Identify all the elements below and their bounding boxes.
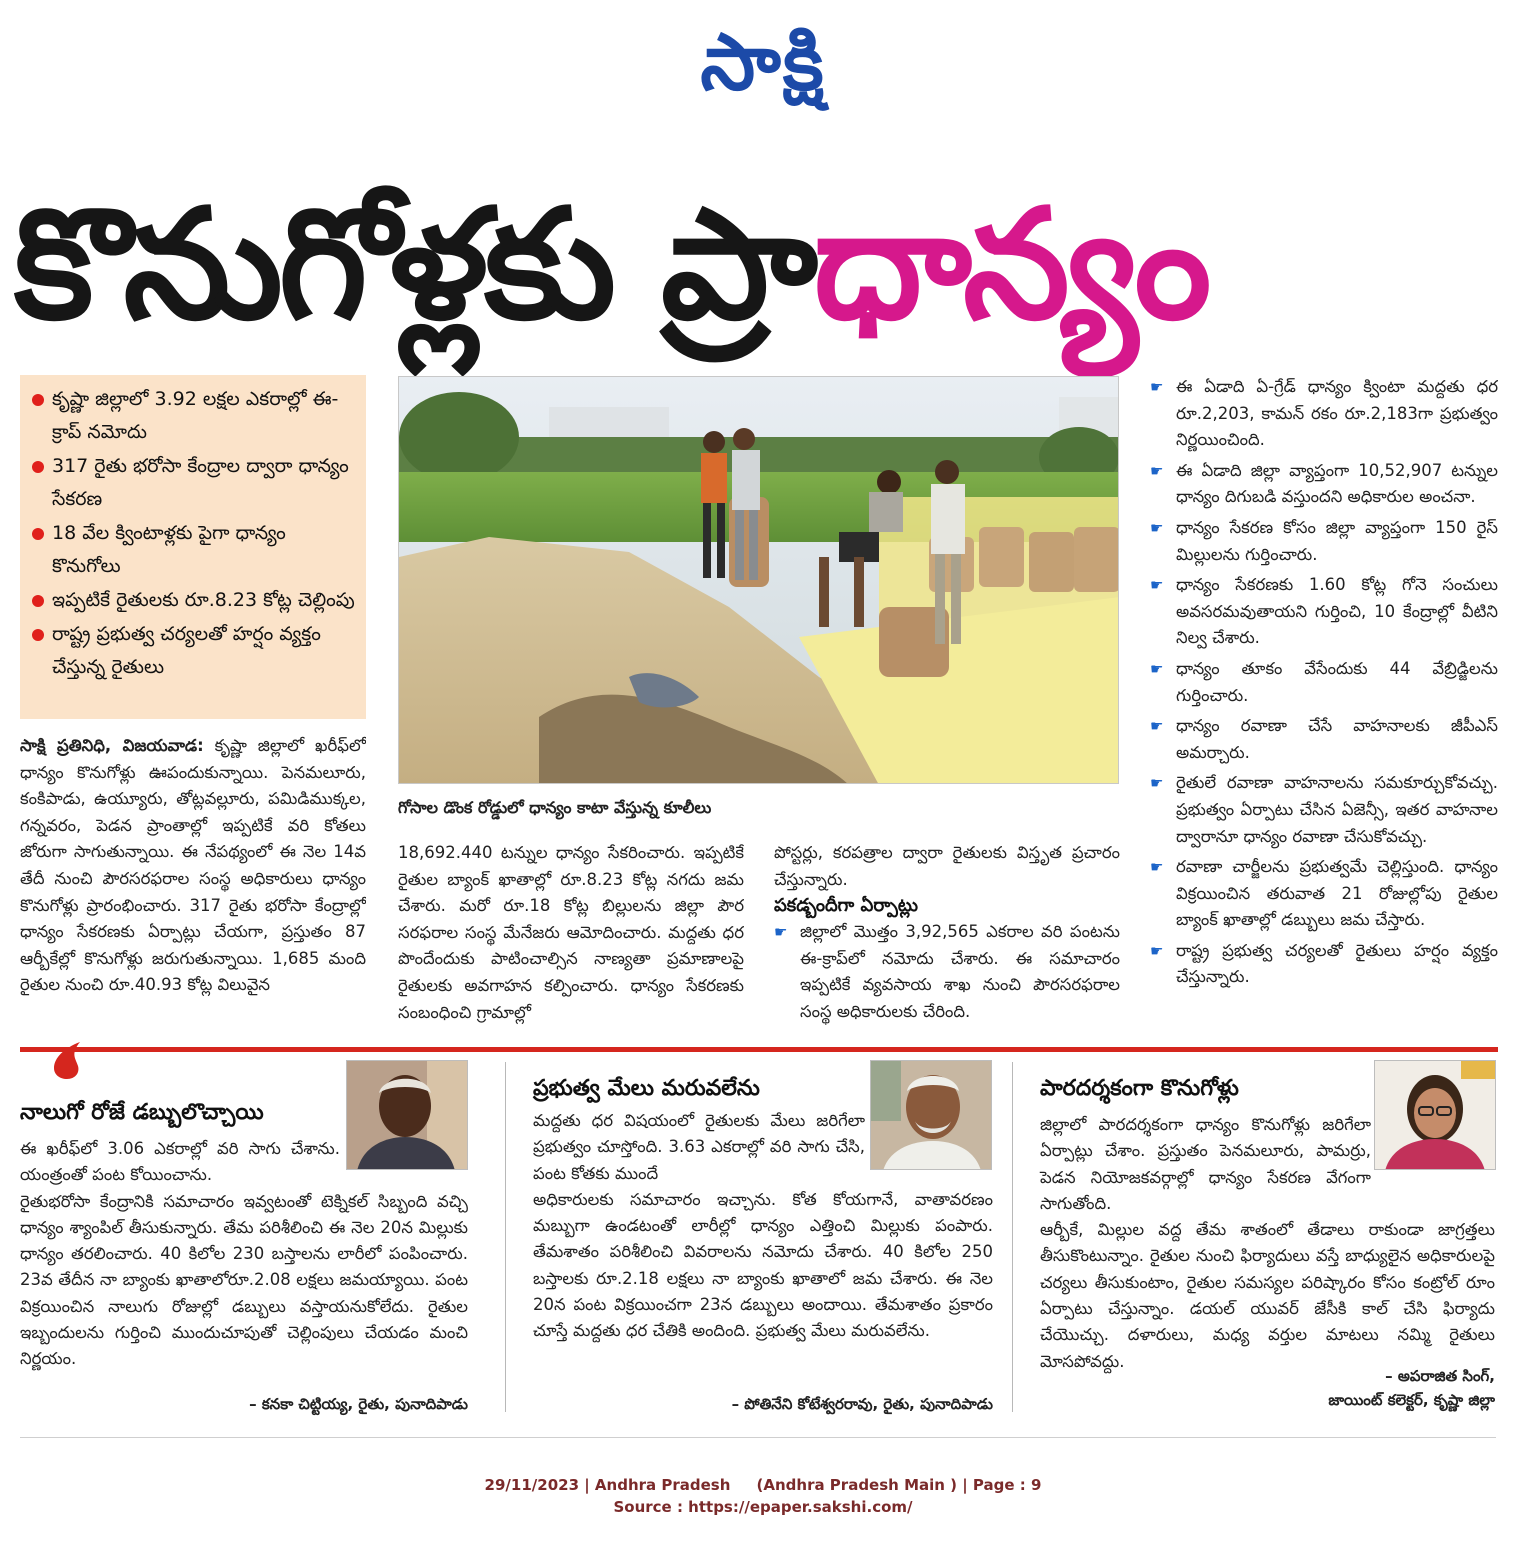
pointing-hand-icon: ☛ [1150,659,1164,678]
facts-column [1150,374,1498,1034]
quote-text-top: జిల్లాలో పారదర్శకంగా ధాన్యం కొనుగోళ్లు జరిగేలా ఏర్పాట్లు చేశాం. ప్రస్తుతం పెనమలూరు, పామర్రు, పెడన నియోజకవర్గాల్లో ధాన్యం సేకరణ వేగంగా సాగుతోంది. [1040,1115,1371,1213]
bullet-item [1150,713,1498,766]
quote-text-1 [20,1136,468,1373]
footer-date-line: 29/11/2023 | Andhra Pradesh (Andhra Pradesh Main ) | Page : 9 [484,1476,1042,1494]
highlight-item: ఇప్పటికే రైతులకు రూ.8.23 కోట్ల చెల్లింపు [30,584,356,617]
pointing-hand-icon: ☛ [1150,717,1164,736]
bullet-item [1150,938,1498,991]
quote-text-top: ఈ ఖరీఫ్‌లో 3.06 ఎకరాల్లో వరి సాగు చేశాను. యంత్రంతో పంట కోయించాను. [20,1139,340,1185]
bullet-text: ఈ ఏడాది ఏ-గ్రేడ్ ధాన్యం క్వింటా మద్దతు ధర రూ.2,203, కామన్ రకం రూ.2,183గా ప్రభుత్వం నిర్ణయించింది. [1176,377,1498,450]
masthead-logo: సాక్షి [700,18,826,108]
quote-signature-3 [1040,1364,1495,1412]
quote-signature-2: – పోతినేని కోటేశ్వరరావు, రైతు, పునాదిపాడు [731,1395,993,1413]
bullet-text: ధాన్యం తూకం వేసేందుకు 44 వేబ్రిడ్జిలను గుర్తించారు. [1176,658,1498,705]
photo-caption: గోసాల డొంక రోడ్డులో ధాన్యం కాటా వేస్తున్న కూలీలు [398,798,712,817]
paddy-workers-photo [399,377,1119,784]
headline-part1: కొనుగోళ్లకు ప్రా [14,176,814,353]
bullet-text: ధాన్యం సేకరణకు 1.60 కోట్ల గోనె సంచులు అవసరమవుతాయని గుర్తించి, 10 కేంద్రాల్లో వీటిని నిల్వ చేశారు. [1176,575,1498,648]
pointing-hand-icon: ☛ [1150,858,1164,877]
bullet-text: ధాన్యం రవాణా చేసే వాహనాలకు జీపీఎస్ అమర్చారు. [1176,716,1498,762]
pointing-hand-icon: ☛ [1150,378,1164,396]
highlight-item: రాష్ట్ర ప్రభుత్వ చర్యలతో హర్షం వ్యక్తం చేస్తున్న రైతులు [30,618,356,684]
quote-title-2: ప్రభుత్వ మేలు మరువలేను [533,1076,760,1101]
bullet-item [1150,458,1498,511]
pointing-hand-icon: ☛ [1150,576,1164,595]
quote-text-rest: అధికారులకు సమాచారం ఇచ్చాను. కోత కోయగానే, వాతావరణం మబ్బుగా ఉండటంతో లారీల్లో ధాన్యం ఎత్తించి మిల్లుకు పంపారు. తేమశాతం పరిశీలించి వివరాలను నమోదు చేశారు. 40 కిలోల 250 బస్తాలకు రూ.2.18 లక్షలు నా బ్యాంకు ఖాతాలో జమ చేశారు. ఈ నెల 20న పంట విక్రయించగా 23న డబ్బులు అందాయి. తేమశాతం ప్రకారం చూస్తే మద్దతు ధర చేతికి అందింది. ప్రభుత్వ మేలు మరువలేను. [533,1189,993,1341]
article-column-3 [774,840,1120,1040]
bullet-text: రవాణా చార్జీలను ప్రభుత్వమే చెల్లిస్తుంది. ధాన్యం విక్రయించిన తరువాత 21 రోజుల్లోపు రైతుల బ్యాంక్ ఖాతాల్లో డబ్బులు జమ చేస్తారు. [1176,857,1498,930]
quote-title-1: నాలుగో రోజే డబ్బులొచ్చాయి [20,1100,264,1125]
article-text: 18,692.440 టన్నుల ధాన్యం సేకరించారు. ఇప్పటికే రైతుల బ్యాంక్ ఖాతాల్లో రూ.8.23 కోట్ల నగదు జమ చేశారు. మరో రూ.18 కోట్ల బిల్లులను జిల్లా పౌర సరఫరాల సంస్థ మేనేజరు ఆమోదించారు. మద్దతు ధర పొందేందుకు పాటించాల్సిన నాణ్యతా ప్రమాణాలపై రైతులకు అవగాహన కల్పించారు. ధాన్యం సేకరణకు సంబంధించి గ్రామాల్లో [398,843,744,1022]
dateline: సాక్షి ప్రతినిధి, విజయవాడ: [20,736,204,755]
pointing-hand-icon: ☛ [1150,941,1164,960]
footer-source-link[interactable]: Source : https://epaper.sakshi.com/ [613,1498,913,1516]
highlight-item: 18 వేల క్వింటాళ్లకు పైగా ధాన్యం కొనుగోలు [30,517,356,583]
bullet-text: ఈ ఏడాది జిల్లా వ్యాప్తంగా 10,52,907 టన్నుల ధాన్యం దిగుబడి వస్తుందని అధికారుల అంచనా. [1176,460,1498,507]
column-divider [1012,1062,1013,1412]
quote-text-3 [1040,1112,1495,1375]
quote-text-rest: ఆర్బీకే, మిల్లుల వద్ద తేమ శాతంలో తేడాలు రాకుండా జాగ్రత్తలు తీసుకొంటున్నాం. రైతుల నుంచి ఫిర్యాదులు వస్తే బాధ్యులైన అధికారులపై చర్యలు తీసుకుంటాం, రైతుల సమస్యల పరిష్కారం కోసం కంట్రోల్ రూం ఏర్పాటు చేస్తున్నాం. డయల్ యువర్ జేసీకి కాల్ చేసి ఫిర్యాదు చేయొచ్చు. దళారులు, మధ్య వర్తుల మాటలు నమ్మి రైతులు మోసపోవద్దు. [1040,1220,1495,1371]
bullet-item [1150,515,1498,568]
section-divider [20,1047,1498,1052]
quote-signature-1: – కనకా చిట్టియ్య, రైతు, పునాదిపాడు [249,1395,468,1413]
highlight-item: కృష్ణా జిల్లాలో 3.92 లక్షల ఎకరాల్లో ఈ-క్రాప్ నమోదు [30,383,356,449]
headline-part2: ధాన్యం [813,176,1208,353]
bullet-item [1150,572,1498,652]
bullet-item [1150,656,1498,709]
quote-title-3: పారదర్శకంగా కొనుగోళ్లు [1040,1076,1239,1101]
quote-text-top: మద్దతు ధర విషయంలో రైతులకు మేలు జరిగేలా ప్రభుత్వం చూస్తోంది. 3.63 ఎకరాల్లో వరి సాగు చేసి, పంట కోతకు ముందే [533,1111,865,1183]
drop-icon [50,1040,84,1080]
pointing-hand-icon: ☛ [1150,461,1164,480]
quote-text-2 [533,1108,993,1345]
quote-text-rest: రైతుభరోసా కేంద్రానికి సమాచారం ఇవ్వటంతో టెక్నికల్ సిబ్బంది వచ్చి ధాన్యం శ్యాంపిల్ తీసుకున్నారు. తేమ పరిశీలించి ఈ నెల 20న మిల్లుకు ధాన్యం తరలించారు. 40 కిలోల 230 బస్తాలను లారీలో పంపించారు. 23వ తేదీన నా బ్యాంకు ఖాతాలోరూ.2.08 లక్షలు జమయ్యాయి. పంట విక్రయించిన నాలుగు రోజుల్లో డబ్బులు వస్తాయనుకోలేదు. రైతుల ఇబ్బందులను గుర్తించి ముందుచూపుతో చెల్లింపులు చేయడం మంచి నిర్ణయం. [20,1191,468,1369]
signature-name: – అపరాజిత సింగ్, [1385,1367,1495,1385]
article-text: పోస్టర్లు, కరపత్రాల ద్వారా రైతులకు విస్తృత ప్రచారం చేస్తున్నారు. [774,843,1120,889]
article-column-2 [398,840,744,1040]
bullet-item [1150,770,1498,850]
article-column-1 [20,733,366,1033]
article-subhead: పకడ్బందీగా ఏర్పాట్లు [774,895,918,917]
bottom-rule [20,1437,1496,1438]
column-divider [505,1062,506,1412]
pointing-hand-icon: ☛ [1150,774,1164,793]
bullet-text: రైతులే రవాణా వాహనాలను సమకూర్చుకోవచ్చు. ప్రభుత్వం ఏర్పాటు చేసిన ఏజెన్సీ, ఇతర వాహనాల ద్వారానూ ధాన్యం రవాణా చేసుకోవచ్చు. [1176,773,1498,846]
bullet-text: ధాన్యం సేకరణ కోసం జిల్లా వ్యాప్తంగా 150 రైస్ మిల్లులను గుర్తించారు. [1176,517,1498,564]
bullet-item [1150,854,1498,934]
bullet-text: రాష్ట్ర ప్రభుత్వ చర్యలతో రైతులు హర్షం వ్యక్తం చేస్తున్నారు. [1176,940,1498,987]
headline [14,150,1514,380]
pointing-hand-icon: ☛ [774,923,788,942]
article-text: కృష్ణా జిల్లాలో ఖరీఫ్‌లో ధాన్యం కొనుగోళ్లు ఊపందుకున్నాయి. పెనమలూరు, కంకిపాడు, ఉయ్యూరు, తోట్లవల్లూరు, పమిడిముక్కల, గన్నవరం, పెడన ప్రాంతాల్లో ఇప్పటికే వరి కోతలు జోరుగా సాగుతున్నాయి. ఈ నేపథ్యంలో ఈ నెల 14వ తేదీ నుంచి పౌరసరఫరాల సంస్థ అధికారులు ధాన్యం కొనుగోళ్లు ప్రారంభించారు. 317 రైతు భరోసా కేంద్రాల్లో ధాన్యం సేకరణకు ఏర్పాట్లు చేయగా, ప్రస్తుతం 87 ఆర్బీకేల్లో కొనుగోళ్లు జరుగుతున్నాయి. 1,685 మంది రైతుల నుంచి రూ.40.93 కోట్ల విలువైన [20,736,366,995]
bullet-item [1150,374,1498,454]
bullet-item [774,919,1120,1025]
news-photo [398,376,1119,784]
highlight-item: 317 రైతు భరోసా కేంద్రాల ద్వారా ధాన్యం సేకరణ [30,450,356,516]
footer [0,1474,1526,1518]
highlights-box [20,375,366,719]
signature-title: జాయింట్ కలెక్టర్, కృష్ణా జిల్లా [1328,1391,1495,1409]
pointing-hand-icon: ☛ [1150,518,1164,537]
bullet-text: జిల్లాలో మొత్తం 3,92,565 ఎకరాల వరి పంటను ఈ-క్రాప్‌లో నమోదు చేశారు. ఈ సమాచారం ఇప్పటికే వ్యవసాయ శాఖ నుంచి పౌరసరఫరాల సంస్థ అధికారులకు చేరింది. [800,922,1120,1021]
